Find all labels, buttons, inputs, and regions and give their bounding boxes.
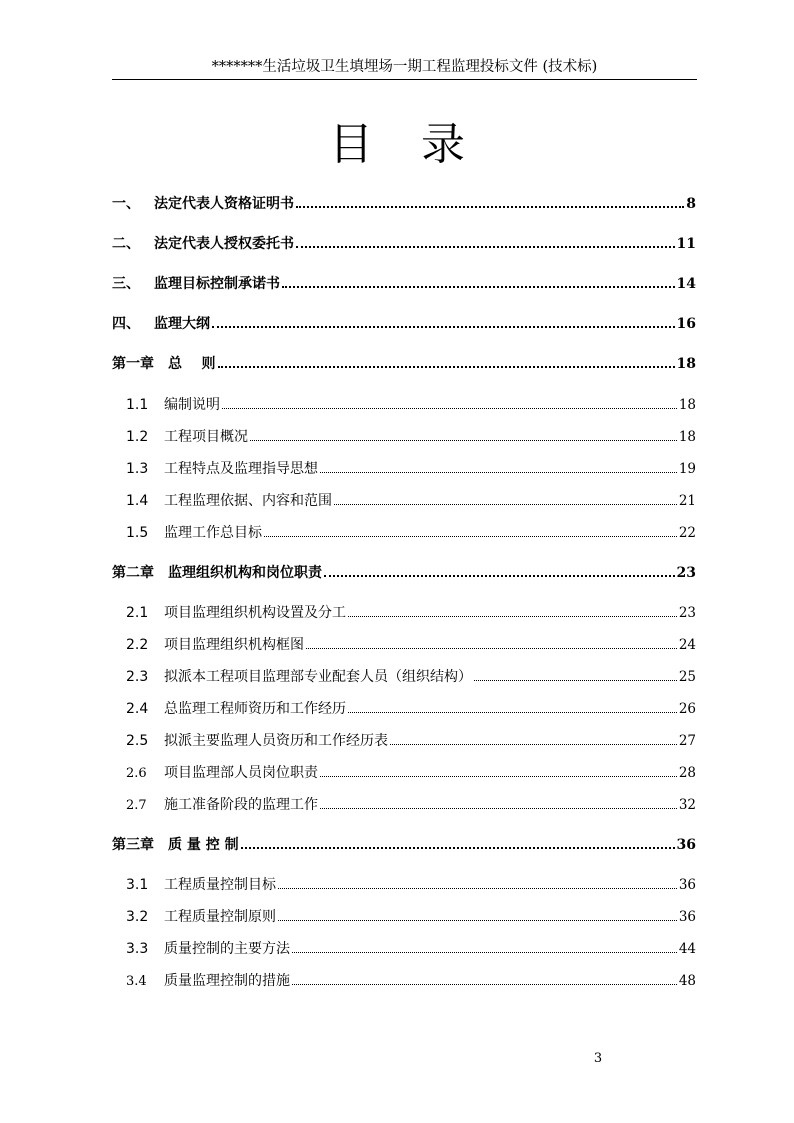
toc-entry-label [112, 522, 262, 542]
toc-entry[interactable] [112, 634, 696, 654]
toc-leader-dots [334, 504, 677, 505]
toc-leader-dots [278, 920, 677, 921]
toc-entry-label [112, 666, 472, 686]
toc-leader-dots [474, 680, 677, 681]
toc-entry[interactable] [112, 666, 696, 686]
toc-entry-text: 总监理工程师资历和工作经历 [164, 701, 346, 717]
toc-entry-label [112, 193, 294, 213]
toc-entry-page: 36 [678, 877, 696, 893]
toc-entry-label [112, 834, 239, 854]
toc-entry[interactable] [112, 698, 696, 718]
toc-entry-text: 项目监理组织机构设置及分工 [164, 605, 346, 621]
toc-entry-label [112, 394, 220, 414]
toc-entry-text: 监理工作总目标 [164, 525, 262, 541]
toc-entry-number: 2.7 [126, 798, 147, 813]
toc-leader-dots [296, 246, 675, 248]
toc-entry-label [112, 938, 290, 958]
toc-entry-text: 编制说明 [164, 397, 220, 413]
toc-entry[interactable] [112, 794, 696, 814]
toc-entry[interactable] [112, 490, 696, 510]
toc-leader-dots [320, 808, 677, 809]
toc-entry-page: 48 [678, 973, 696, 989]
toc-entry-text: 工程质量控制目标 [164, 877, 276, 893]
toc-leader-dots [292, 952, 677, 953]
toc-entry-label [112, 426, 248, 446]
toc-leader-dots [241, 847, 675, 849]
toc-entry-text: 项目监理部人员岗位职责 [164, 765, 318, 781]
toc-entry-text: 总 则 [168, 356, 216, 372]
toc-entry-number: 四、 [112, 316, 140, 332]
toc-entry-label [112, 794, 318, 814]
toc-entry-label [112, 233, 294, 253]
header-rule [112, 79, 697, 80]
toc-entry-label [112, 970, 290, 990]
toc-entry-text: 质 量 控 制 [168, 837, 239, 853]
toc-leader-dots [296, 206, 684, 208]
toc-entry-label [112, 458, 318, 478]
toc-entry-number: 1.2 [126, 429, 149, 445]
toc-entry-text: 拟派主要监理人员资历和工作经历表 [164, 733, 388, 749]
toc-entry-label [112, 698, 346, 718]
toc-leader-dots [292, 984, 677, 985]
toc-entry[interactable] [112, 874, 696, 894]
toc-entry-text: 监理大纲 [154, 316, 210, 332]
toc-entry-page: 23 [676, 565, 696, 581]
toc-entry-number: 2.6 [126, 766, 147, 781]
toc-entry[interactable] [112, 562, 696, 582]
toc-entry-label [112, 490, 332, 510]
toc-entry-page: 28 [678, 765, 696, 781]
toc-entry[interactable] [112, 522, 696, 542]
toc-entry-page: 32 [678, 797, 696, 813]
toc-entry-number: 3.1 [126, 877, 149, 893]
toc-entry-number: 2.1 [126, 605, 149, 621]
toc-entry-number: 2.2 [126, 637, 149, 653]
toc-entry[interactable] [112, 273, 696, 293]
toc-leader-dots [222, 408, 677, 409]
toc-entry[interactable] [112, 730, 696, 750]
toc-leader-dots [278, 888, 677, 889]
toc-entry[interactable] [112, 233, 696, 253]
toc-leader-dots [324, 575, 675, 577]
toc-entry-number: 二、 [112, 236, 140, 252]
toc-entry-page: 22 [678, 525, 696, 541]
toc-entry-label [112, 273, 280, 293]
toc-entry-page: 26 [678, 701, 696, 717]
toc-entry[interactable] [112, 394, 696, 414]
toc-entry-text: 施工准备阶段的监理工作 [164, 797, 318, 813]
toc-entry-page: 18 [676, 356, 696, 372]
toc-leader-dots [306, 648, 677, 649]
toc-entry[interactable] [112, 970, 696, 990]
toc-leader-dots [348, 712, 677, 713]
toc-entry-label [112, 562, 322, 582]
toc-entry-text: 质量监理控制的措施 [164, 973, 290, 989]
toc-leader-dots [320, 776, 677, 777]
toc-leader-dots [320, 472, 677, 473]
toc-entry[interactable] [112, 906, 696, 926]
toc-entry[interactable] [112, 834, 696, 854]
toc-entry-number: 第三章 [112, 837, 154, 853]
toc-entry-number: 3.3 [126, 941, 149, 957]
toc-entry-number: 1.3 [126, 461, 149, 477]
toc-entry[interactable] [112, 938, 696, 958]
toc-entry-label [112, 874, 276, 894]
toc-leader-dots [264, 536, 677, 537]
toc-entry[interactable] [112, 426, 696, 446]
toc-leader-dots [212, 326, 675, 328]
toc-entry-page: 36 [678, 909, 696, 925]
toc-entry[interactable] [112, 762, 696, 782]
toc-entry-page: 14 [676, 276, 696, 292]
toc-entry-label [112, 906, 276, 926]
toc-entry-number: 1.4 [126, 493, 149, 509]
toc-entry-page: 44 [678, 941, 696, 957]
toc-entry-number: 2.3 [126, 669, 149, 685]
toc-entry-text: 工程特点及监理指导思想 [164, 461, 318, 477]
toc-entry-page: 8 [686, 196, 696, 212]
toc-entry-label [112, 313, 210, 333]
toc-entry-text: 工程质量控制原则 [164, 909, 276, 925]
toc-entry-text: 工程监理依据、内容和范围 [164, 493, 332, 509]
toc-entry-page: 19 [678, 461, 696, 477]
toc-entry-page: 18 [678, 429, 696, 445]
toc-entry-text: 监理目标控制承诺书 [154, 276, 280, 292]
toc-leader-dots [250, 440, 677, 441]
page-number: 3 [593, 1051, 603, 1066]
toc-leader-dots [390, 744, 677, 745]
toc-entry-page: 27 [678, 733, 696, 749]
toc-leader-dots [218, 366, 675, 368]
toc-entry-number: 第一章 [112, 356, 154, 372]
toc-entry-label [112, 762, 318, 782]
toc-entry-text: 法定代表人授权委托书 [154, 236, 294, 252]
toc-entry-label [112, 730, 388, 750]
toc-entry[interactable] [112, 313, 696, 333]
toc-entry-page: 11 [676, 236, 696, 252]
running-header: *******生活垃圾卫生填埋场一期工程监理投标文件 (技术标) [211, 59, 598, 75]
toc-entry[interactable] [112, 602, 696, 622]
toc-entry[interactable] [112, 353, 696, 373]
toc-entry-number: 1.1 [126, 397, 149, 413]
toc-entry-page: 25 [678, 669, 696, 685]
toc-entry-number: 一、 [112, 196, 140, 212]
toc-entry-number: 1.5 [126, 525, 149, 541]
toc-entry-page: 23 [678, 605, 696, 621]
toc-entry-number: 2.4 [126, 701, 149, 717]
toc-entry-text: 项目监理组织机构框图 [164, 637, 304, 653]
toc-entry[interactable] [112, 458, 696, 478]
toc-entry-page: 18 [678, 397, 696, 413]
toc-leader-dots [282, 286, 675, 288]
toc-entry[interactable] [112, 193, 696, 213]
toc-entry-text: 工程项目概况 [164, 429, 248, 445]
toc-leader-dots [348, 616, 677, 617]
toc-entry-number: 第二章 [112, 565, 154, 581]
toc-entry-page: 21 [678, 493, 696, 509]
toc-entry-text: 质量控制的主要方法 [164, 941, 290, 957]
toc-entry-label [112, 602, 346, 622]
toc-entry-page: 16 [676, 316, 696, 332]
toc-entry-number: 2.5 [126, 733, 149, 749]
toc-entry-text: 法定代表人资格证明书 [154, 196, 294, 212]
toc-entry-label [112, 353, 216, 373]
toc-title: 目录 [329, 119, 513, 170]
toc-entry-number: 3.4 [126, 974, 147, 989]
toc-entry-number: 三、 [112, 276, 140, 292]
toc-entry-label [112, 634, 304, 654]
toc-entry-page: 36 [676, 837, 696, 853]
toc-entry-page: 24 [678, 637, 696, 653]
toc-entry-text: 拟派本工程项目监理部专业配套人员（组织结构） [164, 669, 472, 685]
toc-entry-text: 监理组织机构和岗位职责 [168, 565, 322, 581]
toc-entry-number: 3.2 [126, 909, 149, 925]
